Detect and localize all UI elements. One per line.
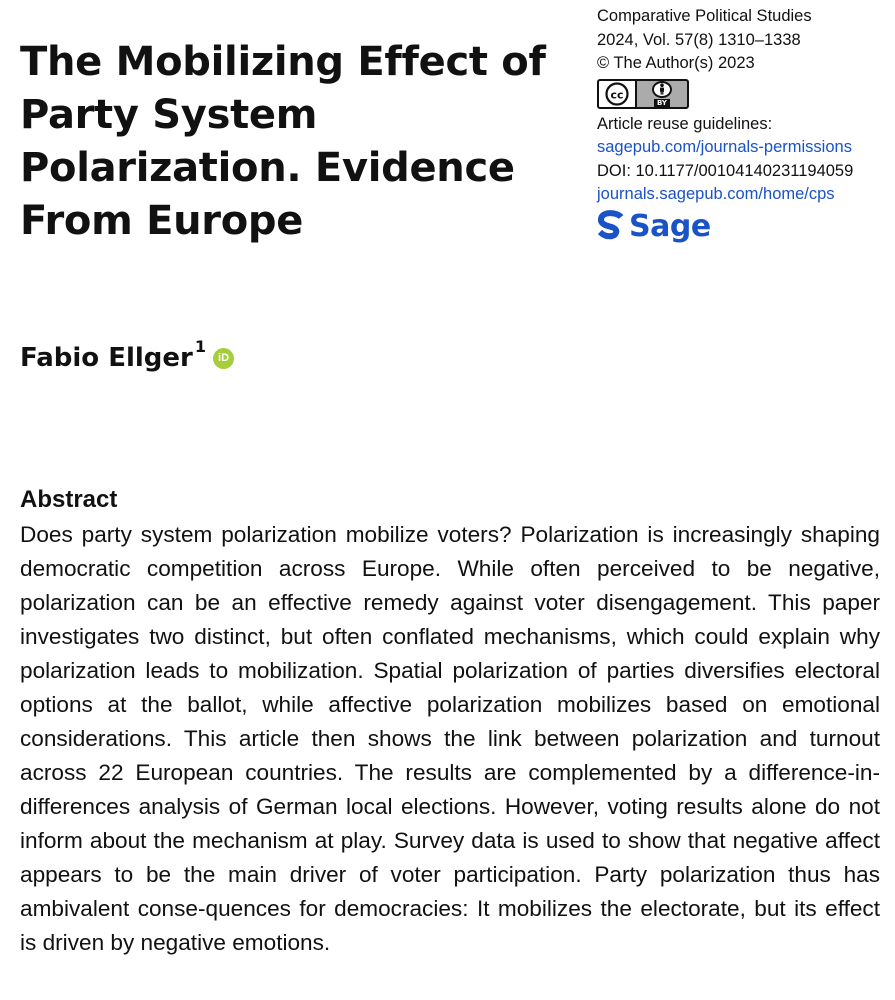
permissions-link[interactable]: sagepub.com/journals-permissions (597, 138, 852, 156)
orcid-label: iD (218, 352, 230, 364)
cc-label: cc (610, 88, 624, 101)
article-title: The Mobilizing Effect of Party System Polarization. Evidence From Europe (20, 39, 546, 244)
journal-name: Comparative Political Studies (597, 7, 812, 25)
by-label: BY (654, 99, 670, 107)
doi: DOI: 10.1177/00104140231194059 (597, 161, 854, 180)
journal-home-link[interactable]: journals.sagepub.com/home/cps (597, 185, 835, 203)
abstract-heading: Abstract (20, 486, 118, 513)
affiliation-mark: 1 (194, 336, 207, 356)
author-name: Fabio Ellger (20, 343, 193, 373)
copyright-notice: © The Author(s) 2023 (597, 54, 755, 72)
volume-info: 2024, Vol. 57(8) 1310–1338 (597, 30, 801, 49)
sage-wordmark: Sage (629, 208, 711, 244)
author-line (20, 336, 234, 373)
journal-info-block (597, 5, 892, 245)
abstract-text: Does party system polarization mobilize voters? Polarization is increasingly shaping democratic competition across Europe. While often perceived to be negative, polarization can be an effective remedy against voter disengagement. This paper investigates two distinct, but often conflated mechanisms, which could explain why polarization leads to mobilization. Spatial polarization of parties diversifies electoral options at the ballot, while affective polarization mobilizes based on emotional considerations. This article then shows the link between polarization and turnout across 22 European countries. The results are complemented by a difference-in-differences analysis of German local elections. However, voting results alone do not inform about the mechanism at play. Survey data is used to show that negative affect appears to be the main driver of voter participation. Party polarization thus has ambivalent conse-quences for democracies: It mobilizes the electorate, but its effect is driven by negative emotions. (20, 522, 880, 955)
person-icon (652, 81, 672, 98)
sage-logo-icon (597, 210, 625, 244)
orcid-icon[interactable] (213, 348, 234, 369)
creative-commons-by-icon[interactable] (597, 79, 689, 109)
reuse-label: Article reuse guidelines: (597, 114, 773, 133)
cc-circle-icon (599, 81, 637, 107)
sage-logo (597, 209, 892, 245)
by-section (637, 81, 687, 107)
